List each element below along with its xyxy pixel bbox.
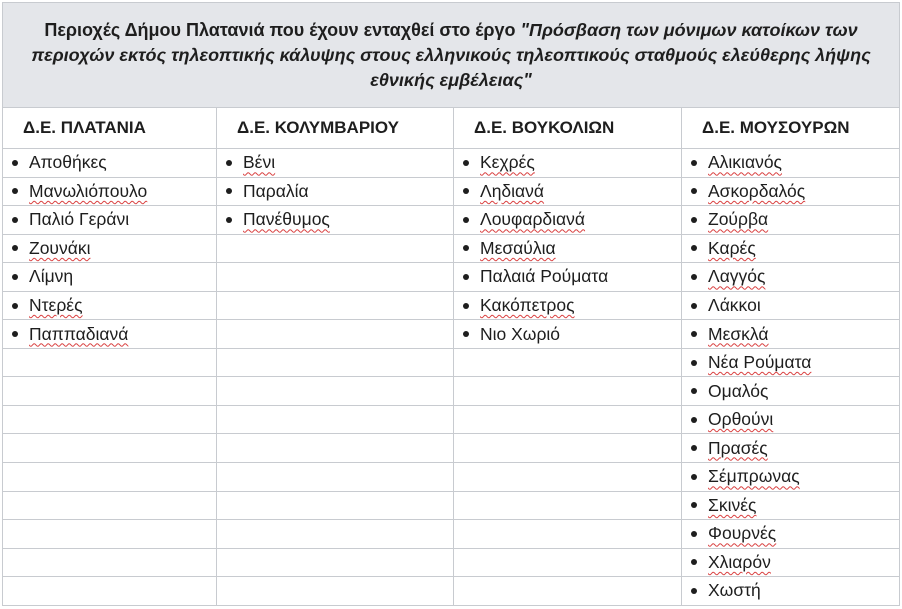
list-item [217, 181, 453, 202]
list-item [454, 152, 681, 173]
table-cell-kolymvariou [217, 291, 454, 320]
list-item [682, 238, 899, 259]
table-cell-platania [3, 348, 217, 377]
list-item [682, 324, 899, 345]
table-cell-mousouron [682, 434, 900, 463]
table-cell-platania [3, 491, 217, 520]
table-cell-voukolion [454, 263, 682, 292]
bullet-icon [691, 360, 697, 366]
list-item [682, 209, 899, 230]
village-name: Χλιαρόν [708, 551, 771, 572]
village-name: Αλικιανός [708, 152, 782, 173]
table-cell-platania [3, 206, 217, 235]
table-cell-mousouron [682, 234, 900, 263]
bullet-icon [12, 217, 18, 223]
list-item [454, 324, 681, 345]
bullet-icon [226, 217, 232, 223]
table-cell-voukolion [454, 234, 682, 263]
table-row [3, 377, 900, 406]
table-cell-mousouron [682, 149, 900, 178]
list-item [682, 438, 899, 459]
column-header-mousouron: Δ.Ε. ΜΟΥΣΟΥΡΩΝ [682, 108, 900, 149]
bullet-icon [12, 274, 18, 280]
village-name: Ζουνάκι [29, 237, 91, 258]
list-item [454, 238, 681, 259]
village-name: Μανωλιόπουλο [29, 180, 148, 201]
table-cell-platania [3, 548, 217, 577]
village-name: Αποθήκες [29, 152, 107, 173]
list-item [682, 266, 899, 287]
bullet-icon [226, 160, 232, 166]
village-name: Πρασές [708, 437, 768, 458]
bullet-icon [691, 588, 697, 594]
village-name: Παλαιά Ρούματα [480, 266, 609, 287]
bullet-icon [226, 188, 232, 194]
table-cell-kolymvariou [217, 491, 454, 520]
village-name: Σκινές [708, 494, 757, 515]
table-cell-kolymvariou [217, 405, 454, 434]
table-cell-platania [3, 234, 217, 263]
village-name: Βένι [243, 152, 276, 173]
bullet-icon [691, 502, 697, 508]
list-item [3, 209, 216, 230]
table-cell-voukolion [454, 320, 682, 349]
table-cell-kolymvariou [217, 263, 454, 292]
table-row [3, 320, 900, 349]
table-cell-mousouron [682, 177, 900, 206]
village-name: Ζούρβα [708, 209, 769, 230]
bullet-icon [691, 188, 697, 194]
list-item [3, 295, 216, 316]
table-cell-voukolion [454, 548, 682, 577]
table-title-italic: "Πρόσβαση των μόνιμων κατοίκων των περιοχών εκτός τηλεοπτικής κάλυψης στους ελληνικούς τηλεοπτικούς σταθμούς ελεύθερης λήψης εθνικής εμβέλειας" [31, 19, 871, 90]
table-cell-voukolion [454, 291, 682, 320]
table-cell-mousouron [682, 320, 900, 349]
table-cell-platania [3, 149, 217, 178]
table-cell-mousouron [682, 405, 900, 434]
bullet-icon [691, 417, 697, 423]
table-cell-mousouron [682, 377, 900, 406]
bullet-icon [12, 188, 18, 194]
table-row [3, 348, 900, 377]
table-cell-voukolion [454, 491, 682, 520]
bullet-icon [691, 331, 697, 337]
bullet-icon [12, 303, 18, 309]
village-name: Λάκκοι [708, 295, 761, 315]
table-cell-voukolion [454, 520, 682, 549]
bullet-icon [691, 217, 697, 223]
table-cell-voukolion [454, 577, 682, 606]
table-cell-mousouron [682, 206, 900, 235]
table-cell-kolymvariou [217, 177, 454, 206]
table-cell-kolymvariou [217, 320, 454, 349]
list-item [3, 152, 216, 173]
table-cell-platania [3, 177, 217, 206]
table-cell-voukolion [454, 177, 682, 206]
village-name: Παλιό Γεράνι [29, 209, 130, 230]
list-item [682, 352, 899, 373]
table-cell-mousouron [682, 577, 900, 606]
table-row [3, 234, 900, 263]
table-row [3, 263, 900, 292]
table-cell-mousouron [682, 463, 900, 492]
table-cell-platania [3, 520, 217, 549]
table-cell-voukolion [454, 149, 682, 178]
table-cell-platania [3, 463, 217, 492]
bullet-icon [463, 160, 469, 166]
list-item [682, 295, 899, 316]
table-cell-kolymvariou [217, 434, 454, 463]
bullet-icon [691, 303, 697, 309]
table-cell-voukolion [454, 434, 682, 463]
village-name: Ορθούνι [708, 409, 774, 430]
table-row [3, 405, 900, 434]
table-title-plain: Περιοχές Δήμου Πλατανιά που έχουν ενταχθεί στο έργο [44, 19, 521, 40]
bullet-icon [691, 474, 697, 480]
table-row [3, 177, 900, 206]
village-name: Παππαδιανά [29, 323, 129, 344]
bullet-icon [12, 160, 18, 166]
bullet-icon [12, 245, 18, 251]
bullet-icon [463, 217, 469, 223]
bullet-icon [463, 274, 469, 280]
table-cell-platania [3, 263, 217, 292]
table-row [3, 520, 900, 549]
table-cell-voukolion [454, 348, 682, 377]
table-cell-mousouron [682, 291, 900, 320]
list-item [682, 152, 899, 173]
bullet-icon [691, 274, 697, 280]
list-item [3, 238, 216, 259]
bullet-icon [691, 245, 697, 251]
column-header-platania: Δ.Ε. ΠΛΑΤΑΝΙΑ [3, 108, 217, 149]
list-item [682, 466, 899, 487]
table-row [3, 577, 900, 606]
list-item [682, 580, 899, 601]
table-row [3, 434, 900, 463]
list-item [217, 152, 453, 173]
table-cell-kolymvariou [217, 463, 454, 492]
list-item [454, 209, 681, 230]
table-cell-platania [3, 405, 217, 434]
column-header-voukolion: Δ.Ε. ΒΟΥΚΟΛΙΩΝ [454, 108, 682, 149]
bullet-icon [691, 531, 697, 537]
list-item [682, 381, 899, 402]
table-row [3, 491, 900, 520]
village-name: Κεχρές [480, 152, 535, 173]
bullet-icon [691, 160, 697, 166]
village-name: Μεσκλά [708, 323, 769, 344]
table-cell-voukolion [454, 206, 682, 235]
bullet-icon [691, 388, 697, 394]
table-cell-platania [3, 320, 217, 349]
table-cell-kolymvariou [217, 377, 454, 406]
bullet-icon [463, 331, 469, 337]
village-name: Ασκορδαλός [708, 180, 806, 201]
list-item [454, 181, 681, 202]
table-row [3, 463, 900, 492]
village-name: Καρές [708, 237, 756, 258]
table-cell-kolymvariou [217, 149, 454, 178]
table-cell-mousouron [682, 520, 900, 549]
table-cell-mousouron [682, 548, 900, 577]
list-item [682, 181, 899, 202]
table-cell-voukolion [454, 405, 682, 434]
table-row [3, 149, 900, 178]
table-cell-kolymvariou [217, 577, 454, 606]
table-cell-kolymvariou [217, 520, 454, 549]
table-cell-kolymvariou [217, 234, 454, 263]
table-cell-platania [3, 377, 217, 406]
list-item [682, 523, 899, 544]
table-cell-mousouron [682, 348, 900, 377]
village-name: Νέα Ρούματα [708, 352, 812, 373]
list-item [682, 552, 899, 573]
column-header-kolymvariou: Δ.Ε. ΚΟΛΥΜΒΑΡΙΟΥ [217, 108, 454, 149]
bullet-icon [463, 245, 469, 251]
table-cell-mousouron [682, 263, 900, 292]
village-name: Φουρνές [708, 523, 777, 544]
table-cell-platania [3, 577, 217, 606]
table-cell-kolymvariou [217, 348, 454, 377]
table-cell-kolymvariou [217, 548, 454, 577]
list-item [454, 266, 681, 287]
bullet-icon [463, 303, 469, 309]
table-title [3, 3, 900, 108]
list-item [3, 181, 216, 202]
list-item [682, 495, 899, 516]
bullet-icon [691, 559, 697, 565]
table-cell-voukolion [454, 463, 682, 492]
list-item [682, 409, 899, 430]
village-name: Σέμπρωνας [708, 466, 800, 487]
table-row [3, 548, 900, 577]
list-item [3, 266, 216, 287]
table-cell-mousouron [682, 491, 900, 520]
table-cell-platania [3, 291, 217, 320]
table-cell-voukolion [454, 377, 682, 406]
bullet-icon [463, 188, 469, 194]
village-name: Λίμνη [29, 266, 74, 287]
village-name: Μεσαύλια [480, 237, 556, 258]
list-item [217, 209, 453, 230]
village-name: Νιο Χωριό [480, 323, 561, 344]
bullet-icon [691, 445, 697, 451]
table-cell-kolymvariou [217, 206, 454, 235]
village-name: Χωστή [708, 580, 761, 601]
village-name: Λουφαρδιανά [480, 209, 586, 230]
village-name: Παραλία [243, 180, 309, 201]
table-row [3, 206, 900, 235]
village-name: Κακόπετρος [480, 295, 575, 315]
list-item [3, 324, 216, 345]
village-name: Ομαλός [708, 380, 769, 401]
villages-table [2, 2, 900, 606]
village-name: Ντερές [29, 295, 83, 315]
village-name: Λαγγός [708, 266, 766, 287]
village-name: Ληδιανά [480, 180, 545, 201]
bullet-icon [12, 331, 18, 337]
village-name: Πανέθυμος [243, 209, 330, 230]
list-item [454, 295, 681, 316]
table-row [3, 291, 900, 320]
table-cell-platania [3, 434, 217, 463]
